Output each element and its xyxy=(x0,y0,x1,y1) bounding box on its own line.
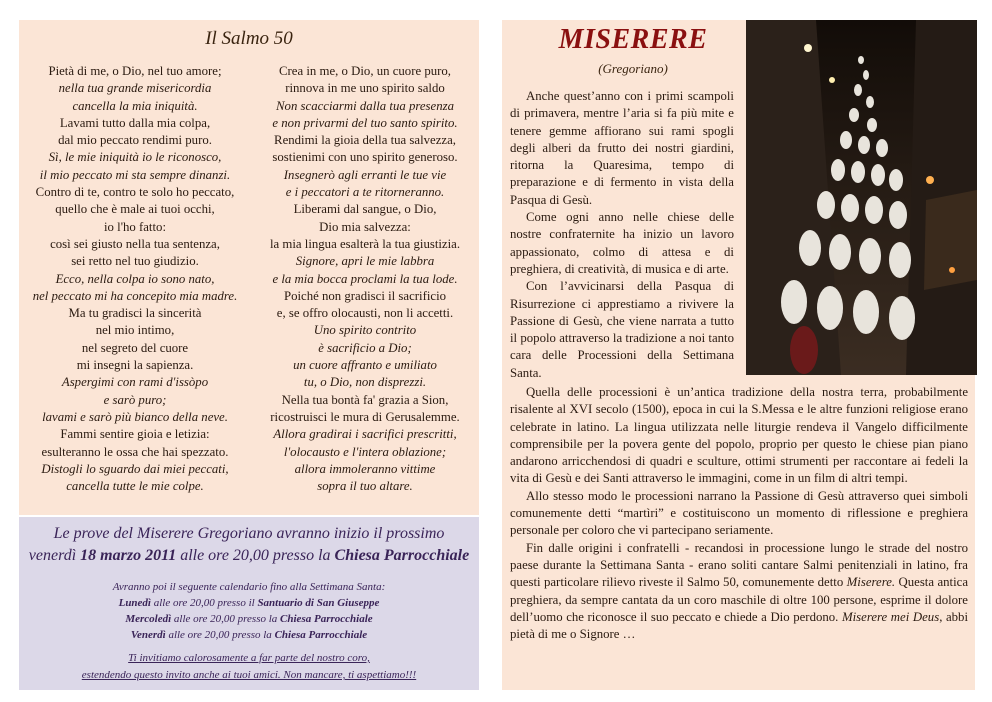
psalm-verse-line: Ma tu gradisci la sincerità xyxy=(68,306,202,321)
psalm-verse-line: sopra il tuo altare. xyxy=(317,479,413,494)
psalm-verse-line: nella tua grande misericordia xyxy=(58,81,212,96)
notice-announcement xyxy=(19,523,479,567)
psalm-verse-line: rinnova in me uno spirito saldo xyxy=(285,81,445,96)
schedule-place: Chiesa Parrocchiale xyxy=(274,629,368,641)
psalm-column-left xyxy=(19,63,251,495)
article-paragraph-6 xyxy=(510,540,968,644)
invite-line-1: Ti invitiamo calorosamente a far parte del nostro coro, xyxy=(128,652,370,664)
rehearsal-notice xyxy=(19,517,479,690)
schedule-day: Lunedì xyxy=(118,597,151,609)
schedule-place: Chiesa Parrocchiale xyxy=(280,613,373,625)
psalm-verse-line: Nella tua bontà fa' grazia a Sion, xyxy=(281,392,449,407)
article-panel xyxy=(502,20,975,690)
psalm-verse-line: Aspergimi con rami d'issòpo xyxy=(61,375,209,390)
psalm-verse-line: Dio mia salvezza: xyxy=(319,219,411,234)
psalm-verse-line: Liberami dal sangue, o Dio, xyxy=(293,202,437,217)
invitation xyxy=(19,650,479,684)
psalm-verse-line: ricostruisci le mura di Gerusalemme. xyxy=(270,409,460,424)
article-p6-miserere: Miserere. xyxy=(846,575,896,590)
psalm-verse-line: Sì, le mie iniquità io le riconosco, xyxy=(48,150,222,165)
psalm-verse-line: e, se offro olocausti, non li accetti. xyxy=(276,306,454,321)
schedule-time: alle ore 20,00 presso il xyxy=(151,597,258,609)
article-subtitle: (Gregoriano) xyxy=(598,61,668,76)
notice-line-2 xyxy=(19,545,479,567)
psalm-panel xyxy=(19,20,479,515)
psalm-verse-line: cancella la mia iniquità. xyxy=(72,98,198,113)
psalm-verse-line: sostienimi con uno spirito generoso. xyxy=(272,150,458,165)
psalm-verse-line: così sei giusto nella tua sentenza, xyxy=(50,236,220,251)
article-paragraph-1: Anche quest’anno con i primi scampoli di primavera, mentre l’aria si fa più mite e tenere gemme affiorano sui rami spogli degli alberi da frutto dei nostri giardini, ritorna la Quaresima, tempo di preparazione e di fermento in vista della Pasqua di Gesù. xyxy=(510,89,734,207)
psalm-verse-line: Insegnerò agli erranti le tue vie xyxy=(283,167,447,182)
schedule-row xyxy=(19,595,479,611)
psalm-verse-line: Non scacciarmi dalla tua presenza xyxy=(276,98,454,113)
psalm-verse-line: Uno spirito contrito xyxy=(313,323,417,338)
psalm-verse-line: Rendimi la gioia della tua salvezza, xyxy=(274,133,456,148)
article-title: MISERERE xyxy=(558,24,708,55)
psalm-verse-line: mi insegni la sapienza. xyxy=(76,358,194,373)
notice-place: Chiesa Parrocchiale xyxy=(334,547,470,564)
psalm-verse-line: allora immoleranno vittime xyxy=(294,461,436,476)
article-paragraph-4: Quella delle processioni è un’antica tradizione della nostra terra, probabilmente risalente al XVI secolo (1500), epoca in cui la S.Messa e le altre funzioni religiose erano celebrate in latino. La lingua utilizzata nelle liturgie rendeva il Vangelo difficilmente comprensibile per la povera gente del popolo, proprio per questo le chiese pian piano andarono arricchendosi di quadri e sculture, ottimi strumenti per raccontare ai fedeli la vita di Gesù e dei Santi attraverso le immagini, come in un film di altri tempi. xyxy=(510,385,968,486)
notice-line-1: Le prove del Miserere Gregoriano avranno inizio il prossimo xyxy=(53,525,445,542)
psalm-verse-line: e non privarmi del tuo santo spirito. xyxy=(272,115,458,130)
psalm-verse-line: Crea in me, o Dio, un cuore puro, xyxy=(278,64,451,78)
psalm-verse-line: nel peccato mi ha concepito mia madre. xyxy=(32,288,238,303)
schedule-row xyxy=(19,611,479,627)
psalm-verse-line: Contro di te, contro te solo ho peccato, xyxy=(35,185,235,200)
article-intro xyxy=(510,88,734,382)
notice-time: alle ore 20,00 presso la xyxy=(176,547,335,564)
psalm-verse-line: nel mio intimo, xyxy=(95,323,175,338)
notice-date: 18 marzo 2011 xyxy=(80,547,177,564)
psalm-verse-line: cancella tutte le mie colpe. xyxy=(66,479,204,494)
procession-photo xyxy=(746,20,977,375)
article-paragraph-3: Con l’avvicinarsi della Pasqua di Risurrezione ci apprestiamo a rivivere la Passione di Gesù, che viene narrata a tutto il popolo attraverso la tradizione a noi tanto cara delle Processioni della Settimana Santa. xyxy=(510,279,734,380)
article-p6-text-e: , abbi pietà di me o Signore … xyxy=(510,609,969,642)
invite-line-2: estendendo questo invito anche ai tuoi amici. Non mancare, ti aspettiamo!!! xyxy=(81,669,417,681)
procession-photo-image xyxy=(746,20,977,375)
psalm-verse-line: sei retto nel tuo giudizio. xyxy=(71,254,199,269)
psalm-verse-line: Pietà di me, o Dio, nel tuo amore; xyxy=(48,64,222,78)
psalm-title: Il Salmo 50 xyxy=(205,28,293,49)
psalm-verse-line: la mia lingua esalterà la tua giustizia. xyxy=(269,236,461,251)
psalm-column-right xyxy=(251,63,479,495)
article-body xyxy=(510,384,968,643)
psalm-verse-line: dal mio peccato rendimi puro. xyxy=(58,133,212,148)
psalm-verse-line: quello che è male ai tuoi occhi, xyxy=(55,202,215,217)
psalm-verse-line: nel segreto del cuore xyxy=(81,340,189,355)
article-p6-latin: Miserere mei Deus xyxy=(841,609,940,624)
psalm-verse-line: Fammi sentire gioia e letizia: xyxy=(60,427,210,442)
psalm-verse-line: esulteranno le ossa che hai spezzato. xyxy=(41,444,229,459)
psalm-verse-line: Allora gradirai i sacrifici prescritti, xyxy=(273,427,457,442)
schedule xyxy=(19,579,479,643)
psalm-verse-line: io l'ho fatto: xyxy=(103,219,167,234)
schedule-time: alle ore 20,00 presso la xyxy=(171,613,281,625)
schedule-place: Santuario di San Giuseppe xyxy=(257,597,380,609)
psalm-verse-line: Signore, apri le mie labbra xyxy=(295,254,435,269)
schedule-day: Venerdì xyxy=(130,629,166,641)
psalm-verse-line: Poiché non gradisci il sacrificio xyxy=(283,288,447,303)
psalm-verse-line: e la mia bocca proclami la tua lode. xyxy=(272,271,458,286)
article-p6-text-c: Questa antica preghiera, da sempre cantata da un coro maschile di oltre 100 persone, esprime il dolore dell’uomo che riconosce il suo peccato e chiede a Dio perdono. xyxy=(510,575,968,624)
notice-day: venerdì xyxy=(28,547,81,564)
psalm-verse-line: Ecco, nella colpa io sono nato, xyxy=(55,271,215,286)
psalm-verse-line: un cuore affranto e umiliato xyxy=(293,358,437,373)
schedule-intro: Avranno poi il seguente calendario fino alla Settimana Santa: xyxy=(112,581,386,593)
schedule-row xyxy=(19,627,479,643)
psalm-verse-line: tu, o Dio, non disprezzi. xyxy=(303,375,427,390)
schedule-time: alle ore 20,00 presso la xyxy=(165,629,275,641)
psalm-verse-line: e sarò puro; xyxy=(103,392,167,407)
psalm-verse-line: Distogli lo sguardo dai miei peccati, xyxy=(41,461,229,476)
psalm-verse-line: lavami e sarò più bianco della neve. xyxy=(42,409,228,424)
psalm-verse-line: e i peccatori a te ritorneranno. xyxy=(285,185,445,200)
article-paragraph-5: Allo stesso modo le processioni narrano la Passione di Gesù attraverso quei simboli comunemente detti “martìri” e costituiscono un momento di riflessione e preghiera personale per coloro che vi partecipano seriamente. xyxy=(510,488,968,538)
schedule-day: Mercoledì xyxy=(125,613,172,625)
psalm-verse-line: l'olocausto e l'intera oblazione; xyxy=(283,444,447,459)
psalm-verse-line: Lavami tutto dalla mia colpa, xyxy=(59,115,211,130)
psalm-verse-line: il mio peccato mi sta sempre dinanzi. xyxy=(39,167,231,182)
article-paragraph-2: Come ogni anno nelle chiese delle nostre confraternite ha inizio un lavoro appassionato, colmo di attesa e di preghiera, di creatività, di musica e di arte. xyxy=(510,210,734,276)
psalm-verse-line: è sacrificio a Dio; xyxy=(318,340,412,355)
article-p6-text-a: Fin dalle origini i confratelli - recandosi in processione lungo le strade del nostro paese durante la Settimana Santa - erano soliti cantare Salmi penitenziali in latino, fra questi particolare rilievo riveste il Salmo 50, comunemente detto xyxy=(510,540,968,590)
